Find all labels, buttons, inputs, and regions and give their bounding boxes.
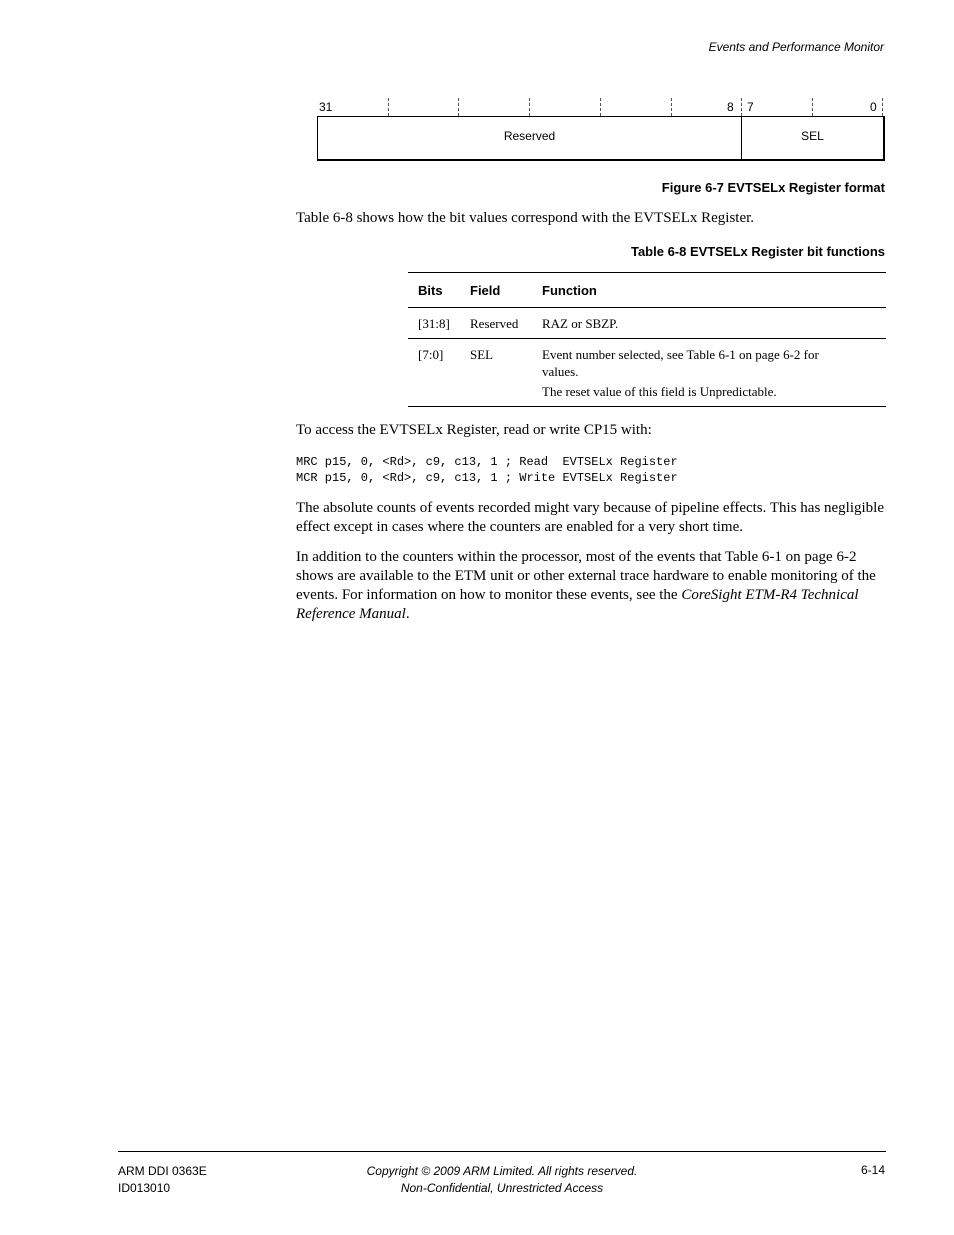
field-reserved: Reserved [503,129,556,143]
bit-tick [882,98,883,116]
bit-tick [741,98,742,116]
field-sel: SEL [801,129,824,143]
access-paragraph: To access the EVTSELx Register, read or write CP15 with: [296,422,652,438]
bit-tick [812,98,813,116]
bit-tick [529,98,530,116]
page-number: 6-14 [860,1163,885,1177]
paragraph-etm-monitoring [296,548,886,624]
header-bits: Bits [418,282,443,298]
manual-reference: CoreSight ETM-R4 Technical Reference Manual [296,587,859,622]
cell-function [532,339,886,407]
function-text: RAZ or SBZP. [542,316,619,331]
paragraph-pipeline-effects: The absolute counts of events recorded might vary because of pipeline effects. This has negligible effect except in cases where the counters are enabled for a very short time. [296,500,885,535]
copyright: Copyright © 2009 ARM Limited. All rights reserved. [366,1164,638,1178]
code-line: MRC p15, 0, <Rd>, c9, c13, 1 ; Read EVTSELx Register [296,455,678,469]
header-function: Function [542,282,597,298]
cell-bits: [31:8] [418,316,450,331]
intro-paragraph: Table 6-8 shows how the bit values correspond with the EVTSELx Register. [296,210,755,226]
issue-id: ID013010 [118,1181,171,1195]
register-diagram [317,98,884,162]
cell-field: SEL [470,347,494,362]
figure-caption: Figure 6-7 EVTSELx Register format [661,180,885,195]
cell-bits: [7:0] [418,347,444,362]
bit-label-31: 31 [319,100,333,114]
bit-tick [388,98,389,116]
table-row [408,339,886,407]
paragraph-text: In addition to the counters within the processor, most of the events that Table 6-1 on page 6-2 shows are available to the ETM unit or other external trace hardware to enable monitoring of the events. For information on how to monitor these events, see the [296,549,876,603]
table-caption: Table 6-8 EVTSELx Register bit functions [630,244,885,259]
running-header: Events and Performance Monitor [708,40,884,54]
bit-label-0: 0 [870,100,877,114]
bit-tick [600,98,601,116]
footer-left [118,1163,207,1197]
register-box [317,116,885,161]
code-block [296,454,678,486]
footer-center [300,1163,704,1197]
table-row [408,308,886,339]
table-header-row [408,273,886,308]
paragraph-text: . [405,606,410,622]
bit-tick [671,98,672,116]
access-level: Non-Confidential, Unrestricted Access [400,1181,604,1195]
header-field: Field [470,282,501,298]
doc-id: ARM DDI 0363E [118,1164,207,1178]
bit-label-8: 8 [727,100,734,114]
cell-function [532,308,886,339]
bit-label-7: 7 [747,100,754,114]
function-text: Event number selected, see Table 6-1 on page 6-2 for values. [542,347,819,379]
footer-rule [118,1151,886,1152]
function-text: The reset value of this field is Unpredictable. [542,384,777,399]
bit-tick [458,98,459,116]
code-line: MCR p15, 0, <Rd>, c9, c13, 1 ; Write EVTSELx Register [296,471,678,485]
bit-functions-table [408,272,886,407]
cell-field: Reserved [470,316,519,331]
